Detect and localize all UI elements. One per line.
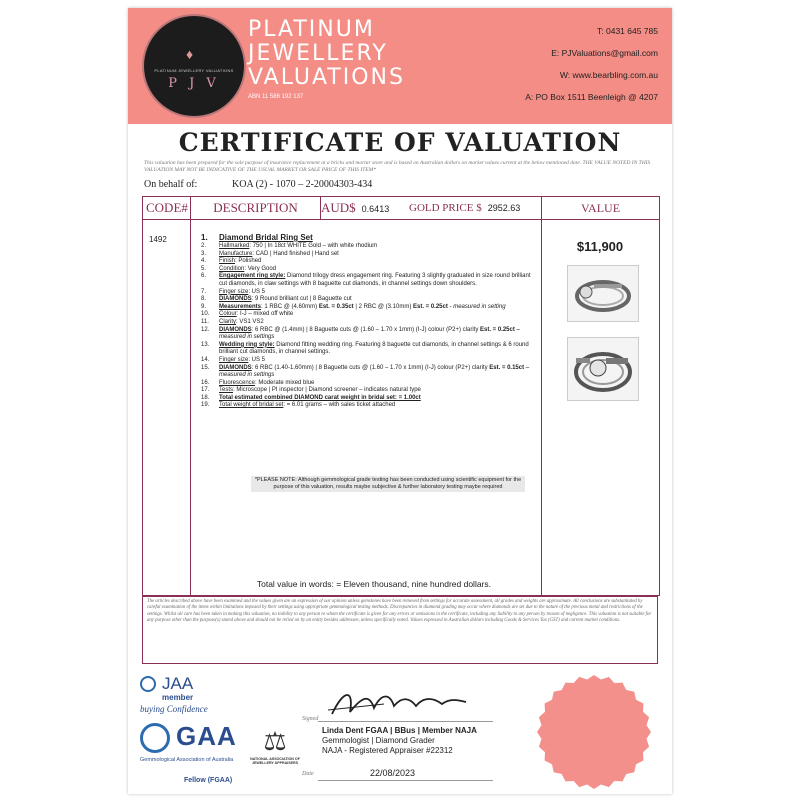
item-code: 1492 [149, 235, 167, 244]
naja-caption: NATIONAL ASSOCIATION OF JEWELLERY APPRAISERS [250, 757, 300, 766]
address: A: PO Box 1511 Beenleigh @ 4207 [525, 92, 658, 102]
gaa-fellow: Fellow (FGAA) [184, 777, 233, 784]
item-number: 11. [201, 318, 209, 325]
item-text: Diamond trilogy dress engagement ring. Featuring 3 slightly graduated in size round brilliant cut diamonds, in claw settings with 8 baguette cut diamonds, in channel settings down shoulders. [219, 273, 531, 287]
seal-stamp [536, 674, 652, 790]
list-item [201, 266, 533, 274]
item-text: : = 6.01 grams – with sales ticket attached [283, 402, 396, 409]
item-text: | 2 RBC @ (3.10mm) [353, 303, 413, 310]
letterhead [128, 8, 672, 124]
scales-icon: ⚖ [263, 726, 287, 756]
item-label: Clarity [219, 318, 237, 325]
item-label: Fluorescence [219, 379, 256, 386]
aud-value: 0.6413 [361, 204, 390, 214]
naja-logo [250, 726, 300, 766]
item-number: 18. [201, 394, 210, 401]
item-number: 8. [201, 296, 207, 303]
gold-label: GOLD PRICE $ [409, 202, 482, 214]
item-number: 3. [201, 250, 207, 257]
list-item [201, 327, 533, 342]
signed-label: Signed [302, 716, 319, 722]
brand-line-1: PLATINUM [248, 17, 375, 42]
date-label: Date [302, 771, 314, 777]
jaa-slogan: buying Confidence [140, 704, 208, 714]
logo-small-text: PLATINUM JEWELLERY VALUATIONS [154, 68, 234, 73]
item-estimate: Est. = 0.15ct [489, 364, 525, 371]
phone: T: 0431 645 785 [597, 26, 658, 36]
list-item [201, 258, 533, 266]
item-label: Wedding ring style: [219, 341, 275, 348]
header-aud [321, 197, 411, 220]
list-item [201, 342, 533, 357]
diamond-icon: ♦ [186, 46, 194, 62]
list-item [201, 251, 533, 259]
item-text: : I-J – mixed off white [236, 311, 294, 318]
gold-value: 2952.63 [487, 203, 521, 213]
item-label: Tests [219, 387, 234, 394]
testing-disclaimer: *PLEASE NOTE: Although gemmological grade testing has been conducted using scientific equipment for the purpose of this valuation, results maybe subjective & further laboratory testing maybe required [251, 476, 525, 492]
item-label: Manufacture [219, 250, 253, 257]
gaa-emblem-icon [140, 723, 170, 753]
item-label: Colour [219, 311, 237, 318]
item-number: 15. [201, 364, 210, 371]
behalf-label: On behalf of: [144, 179, 198, 190]
header-value: VALUE [542, 197, 659, 220]
header-description: DESCRIPTION [191, 197, 321, 220]
valuation-date: 22/08/2023 [370, 768, 416, 778]
item-number: 13. [201, 341, 210, 348]
item-label: Condition [219, 265, 245, 272]
header-gold-price [409, 197, 542, 220]
email: E: PJValuations@gmail.com [551, 48, 658, 58]
brand-name [248, 18, 405, 90]
item-number: 14. [201, 356, 210, 363]
column-divider [190, 219, 191, 595]
item-text: : CAD | Hand finished | Hand set [252, 250, 339, 257]
item-label: Measurements [219, 303, 262, 310]
signature [324, 684, 474, 720]
list-item [201, 311, 533, 319]
item-text: : US 5 [248, 288, 266, 295]
item-note: – measured in settings [219, 326, 520, 341]
aud-label: AUD$ [321, 200, 356, 215]
list-item [201, 365, 533, 380]
ring-photo [567, 265, 639, 322]
list-item [201, 296, 533, 304]
website: W: www.bearbling.com.au [559, 70, 658, 80]
list-item [201, 289, 533, 297]
item-number: 9. [201, 303, 207, 310]
item-number: 17. [201, 387, 210, 394]
date-line [318, 780, 493, 781]
item-text: : 1 RBC @ (4.60mm) [261, 303, 319, 310]
list-item [201, 357, 533, 365]
item-label: Finish [219, 258, 236, 265]
contact-details [525, 20, 658, 108]
list-item [201, 304, 533, 312]
item-text: : 6 RBC @ (1.4mm) | 8 Baguette cuts @ (1.60 – 1.70 x 1mm) (I-J) colour (P2+) clarity [251, 326, 480, 333]
item-estimate: Est. = 0.35ct [318, 303, 354, 310]
item-label: Finger size [219, 288, 249, 295]
signer-title: Gemmologist | Diamond Grader [322, 736, 435, 745]
item-label: DIAMONDS [219, 326, 252, 333]
item-note: - measured in setting [447, 303, 506, 310]
item-number: 2. [201, 243, 207, 249]
abn: ABN 11 586 192 137 [248, 94, 304, 100]
item-number: 19. [201, 402, 210, 409]
certificate-page [128, 8, 672, 794]
logo-monogram: P J V [168, 76, 220, 91]
item-title: Diamond Bridal Ring Set [219, 233, 313, 242]
item-text: Diamond fitting wedding ring. Featuring 8 baguette cut diamonds, in channel settings & 6 round brilliant cut diamonds, in channel settings. [219, 341, 529, 356]
item-text: : Polished [235, 258, 262, 265]
item-text: : 750 | In 18ct WHITE Gold – with white rhodium [249, 243, 378, 249]
jaa-emblem-icon [140, 676, 156, 692]
list-item [201, 402, 533, 410]
item-label: Engagement ring style: [219, 273, 286, 280]
item-text: Total estimated combined DIAMOND carat weight in bridal set: = 1.00ct [219, 394, 421, 401]
item-number: 10. [201, 311, 210, 318]
item-label: Hallmarked [219, 243, 250, 249]
pjv-logo [142, 14, 246, 118]
item-number: 4. [201, 258, 207, 265]
item-text: : Moderate mixed blue [255, 379, 315, 386]
jaa-member: member [162, 693, 194, 702]
item-number: 7. [201, 288, 207, 295]
jaa-text: JAA [162, 674, 194, 693]
certificate-title: CERTIFICATE OF VALUATION [178, 128, 622, 157]
ring-photo [567, 337, 639, 401]
item-number: 12. [201, 326, 210, 333]
valuation-price: $11,900 [576, 239, 624, 254]
item-text: : Very Good [244, 265, 277, 272]
item-number: 6. [201, 273, 207, 280]
header-code: CODE# [143, 197, 191, 220]
gaa-text: GAA [176, 721, 237, 751]
item-label: Total weight of bridal set [219, 402, 284, 409]
list-item [201, 243, 533, 251]
valuation-table [142, 196, 660, 596]
item-label: Finger size [219, 356, 249, 363]
list-item [201, 387, 533, 395]
signature-line [318, 721, 493, 722]
terms-and-conditions: The articles described above have been examined and the values given are an expression of our opinion unless gemstones have been removed from settings for accurate assessment, all grades and weights are approximate. All conclusions are substantiated by careful examination of the items within limitations imposed by their settings using appropriate gemmological testing methods. Discrepancies in diamond grading may occur where diamonds are set due to the nature of the precious metal and restrictions of the settings. Whilst all care has been taken in making this valuation, no liability to any person to whom the certificate is given for any errors or omissions in the certificate, including any liability to any person by reason of negligence. This valuation is not suitable for any purpose other than the purpose(s) stated above and should not be relied on by an entity besides addressee, unless specifically noted. Values expressed in Australian dollars including Goods & Services Tax (GST) and current market conditions. [142, 596, 658, 664]
item-note: – measured in settings [219, 364, 530, 379]
list-item [201, 233, 533, 243]
list-item [201, 395, 533, 403]
list-item [201, 319, 533, 327]
signer-registration: NAJA - Registered Appraiser #22312 [322, 746, 453, 755]
brand-line-3: VALUATIONS [248, 65, 405, 90]
signer-details [322, 726, 477, 756]
item-text: : VS1 VS2 [236, 318, 264, 325]
column-divider [541, 219, 542, 595]
behalf-reference: KOA (2) - 1070 – 2-20004303-434 [232, 179, 373, 190]
item-text: : 6 RBC (1.40-1.60mm) | 8 Baguette cuts @ (1.60 – 1.70 x 1mm) (I-J) colour (P2+) clarity [251, 364, 490, 371]
item-label: DIAMONDS [219, 296, 252, 303]
item-label: DIAMONDS [219, 364, 252, 371]
item-number: 5. [201, 265, 207, 272]
total-in-words: Total value in words: = Eleven thousand, nine hundred dollars. [256, 579, 491, 589]
intro-statement: This valuation has been prepared for the sole purpose of insurance replacement at a bricks and mortar store and is based on Australian dollars on market values current at the below mentioned date. THE VALUE NOTED IN THIS VALUATION MAY NOT BE INDICATIVE OF THE USUAL MARKET OR SALE PRICE OF THIS ITEM* [144, 160, 651, 173]
brand-line-2: JEWELLERY [248, 41, 388, 66]
signer-name: Linda Dent FGAA | BBus | Member NAJA [322, 726, 477, 735]
item-text: : US 5 [248, 356, 266, 363]
item-number: 16. [201, 379, 210, 386]
item-text: : Microscope | PI inspector | Diamond screener – indicates natural type [233, 387, 421, 394]
list-item [201, 380, 533, 388]
on-behalf-of [144, 179, 373, 190]
list-item [201, 273, 533, 288]
item-text: : 9 Round brilliant cut | 8 Baguette cut [251, 296, 352, 303]
item-estimate: Est. = 0.25ct [413, 303, 448, 310]
item-number: 1. [201, 233, 208, 242]
item-estimate: Est. = 0.25ct [479, 326, 515, 333]
description-list [201, 233, 533, 410]
gaa-association: Gemmological Association of Australia [140, 757, 234, 763]
